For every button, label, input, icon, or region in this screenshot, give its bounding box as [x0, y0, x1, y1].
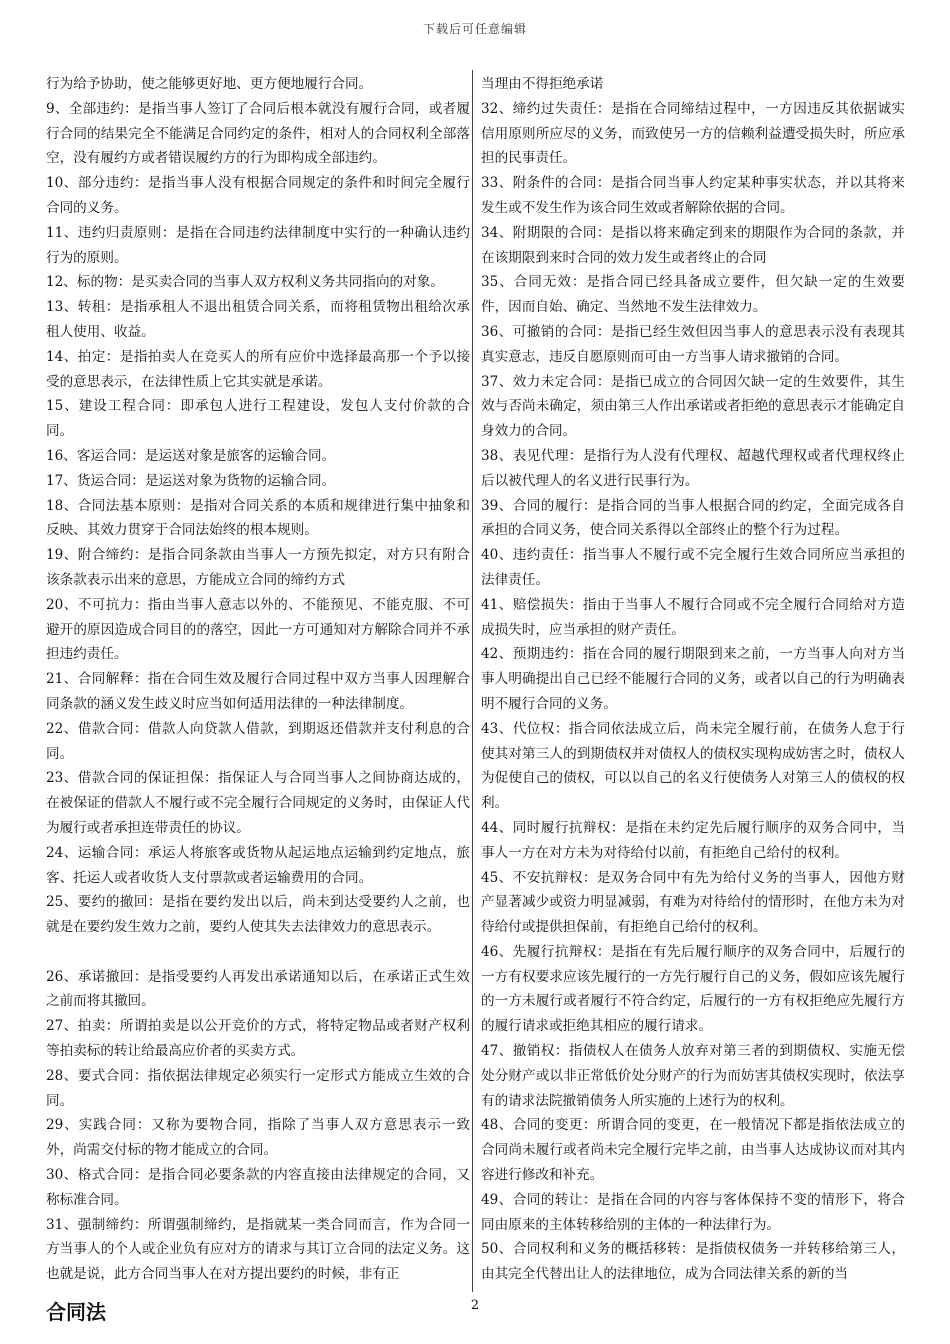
definition-paragraph: 13、转租：是指承租人不退出租赁合同关系，而将租赁物出租给次承租人使用、收益。 — [46, 299, 470, 340]
definition-paragraph: 21、合同解释：指在合同生效及履行合同过程中双方当事人因理解合同条款的涵义发生歧义时应当如何适用法律的一种法律制度。 — [46, 671, 470, 712]
definition-paragraph: 34、附期限的合同：是指以将来确定到来的期限作为合同的条款，并在该期限到来时合同的效力发生或者终止的合同 — [481, 224, 905, 266]
right-column — [481, 72, 905, 1287]
definition-paragraph: 37、效力未定合同：是指已成立的合同因欠缺一定的生效要件，其生效与否尚未确定，须由第三人作出承诺或者拒绝的意思表示才能确定自身效力的合同。 — [481, 373, 905, 440]
definition-paragraph: 38、表见代理：是指行为人没有代理权、超越代理权或者代理权终止后以被代理人的名义进行民事行为。 — [481, 447, 905, 489]
definition-paragraph: 28、要式合同：指依据法律规定必须实行一定形式方能成立生效的合同。 — [46, 1067, 470, 1109]
definition-paragraph: 11、违约归责原则：是指在合同违约法律制度中实行的一种确认违约行为的原则。 — [46, 224, 470, 266]
page-header: 下载后可任意编辑 — [422, 22, 527, 36]
definition-paragraph: 16、客运合同：是运送对象是旅客的运输合同。 — [46, 447, 336, 464]
definition-paragraph: 33、附条件的合同：是指合同当事人约定某种事实状态，并以其将来发生或不发生作为该合同生效或者解除依据的合同。 — [481, 175, 905, 216]
definition-paragraph: 47、撤销权：指债权人在债务人放弃对第三者的到期债权、实施无偿处分财产或以非正常低价处分财产的行为而妨害其债权实现时，依法享有的请求法院撤销债务人所实施的上述行为的权利。 — [481, 1043, 905, 1109]
definition-paragraph: 39、合同的履行：是指合同的当事人根据合同的约定，全面完成各自承担的合同义务，使合同关系得以全部终止的整个行为过程。 — [481, 497, 905, 539]
definition-paragraph: 49、合同的转让：是指在合同的内容与客体保持不变的情形下，将合同由原来的主体转移给别的主体的一种法律行为。 — [481, 1191, 905, 1233]
definition-paragraph: 31、强制缔约：所谓强制缔约，是指就某一类合同而言，作为合同一方当事人的个人或企业负有应对方的请求与其订立合同的法定义务。这也就是说，此方合同当事人在对方提出要约的时候，非有正 — [46, 1216, 470, 1283]
definition-paragraph: 18、合同法基本原则：是指对合同关系的本质和规律进行集中抽象和反映、其效力贯穿于合同法始终的根本规则。 — [46, 497, 470, 539]
definition-paragraph: 32、缔约过失责任：是指在合同缔结过程中，一方因违反其依据诚实信用原则所应尽的义务，而致使另一方的信赖利益遭受损失时，所应承担的民事责任。 — [481, 100, 905, 167]
definition-paragraph: 48、合同的变更：所谓合同的变更，在一般情况下都是指依法成立的合同尚未履行或者尚未完全履行完毕之前，由当事人达成协议而对其内容进行修改和补充。 — [481, 1117, 905, 1184]
definition-paragraph: 22、借款合同：借款人向贷款人借款，到期返还借款并支付利息的合同。 — [46, 720, 470, 762]
definition-paragraph: 15、建设工程合同：即承包人进行工程建设，发包人支付价款的合同。 — [46, 398, 470, 440]
definition-paragraph: 当理由不得拒绝承诺 — [481, 76, 604, 92]
definition-paragraph: 35、合同无效：是指合同已经具备成立要件，但欠缺一定的生效要件，因而自始、确定、当然地不发生法律效力。 — [481, 274, 905, 316]
definition-paragraph: 41、赔偿损失：指由于当事人不履行合同或不完全履行合同给对方造成损失时，应当承担的财产责任。 — [481, 596, 905, 638]
definition-paragraph: 12、标的物：是买卖合同的当事人双方权利义务共同指向的对象。 — [46, 274, 444, 291]
definition-paragraph: 43、代位权：指合同依法成立后，尚未完全履行前，在债务人怠于行使其对第三人的到期债权并对债权人的债权实现构成妨害之时，债权人为促使自己的债权，可以以自己的名义行使债务人对第三人的债权的权利。 — [481, 720, 905, 812]
definition-paragraph: 30、格式合同：是指合同必要条款的内容直接由法律规定的合同，又称标准合同。 — [46, 1167, 470, 1208]
definition-paragraph: 42、预期违约：指在合同的履行期限到来之前，一方当事人向对方当事人明确提出自己已经不能履行合同的义务，或者以自己的行为明确表明不履行合同的义务。 — [481, 646, 905, 712]
definition-paragraph: 20、不可抗力：指由当事人意志以外的、不能预见、不能克服、不可避开的原因造成合同目的的落空，因此一方可通知对方解除合同并不承担违约责任。 — [46, 596, 470, 663]
definition-paragraph: 25、要约的撤回：是指在要约发出以后，尚未到达受要约人之前，也就是在要约发生效力之前，要约人使其失去法律效力的意思表示。 — [46, 894, 470, 936]
definition-paragraph: 9、全部违约：是指当事人签订了合同后根本就没有履行合同，或者履行合同的结果完全不能满足合同约定的条件，相对人的合同权利全部落空，没有履约方或者错误履约方的行为即构成全部违约。 — [46, 100, 470, 167]
left-column — [46, 72, 470, 1287]
definition-paragraph: 27、拍卖：所谓拍卖是以公开竞价的方式，将特定物品或者财产权利等拍卖标的转让给最高应价者的买卖方式。 — [46, 1018, 470, 1060]
page-number: 2 — [470, 1298, 480, 1313]
definition-paragraph: 50、合同权利和义务的概括移转：是指债权债务一并转移给第三人，由其完全代替出让人的法律地位，成为合同法律关系的新的当 — [481, 1241, 905, 1283]
definition-paragraph: 29、实践合同：又称为要物合同，指除了当事人双方意思表示一致外，尚需交付标的物才能成立的合同。 — [46, 1117, 470, 1159]
paragraph-gap — [46, 940, 470, 965]
definition-paragraph: 40、违约责任：指当事人不履行或不完全履行生效合同所应当承担的法律责任。 — [481, 547, 905, 588]
definition-paragraph: 23、借款合同的保证担保：指保证人与合同当事人之间协商达成的，在被保证的借款人不履行或不完全履行合同规定的义务时，由保证人代为履行或者承担连带责任的协议。 — [46, 770, 470, 836]
definition-paragraph: 24、运输合同：承运人将旅客或货物从起运地点运输到约定地点，旅客、托运人或者收货人支付票款或者运输费用的合同。 — [46, 844, 470, 886]
definition-paragraph: 19、附合缔约：是指合同条款由当事人一方预先拟定，对方只有附合该条款表示出来的意思，方能成立合同的缔约方式 — [46, 547, 470, 588]
definition-paragraph: 14、拍定：是指拍卖人在竞买人的所有应价中选择最高那一个予以接受的意思表示，在法律性质上它其实就是承诺。 — [46, 348, 470, 390]
definition-paragraph: 10、部分违约：是指当事人没有根据合同规定的条件和时间完全履行合同的义务。 — [46, 175, 470, 216]
document-title: 合同法 — [46, 1300, 106, 1324]
definition-paragraph: 17、货运合同：是运送对象为货物的运输合同。 — [46, 472, 336, 489]
column-divider — [472, 70, 473, 1292]
definition-paragraph: 46、先履行抗辩权：是指在有先后履行顺序的双务合同中，后履行的一方有权要求应该先履行的一方先行履行自己的义务，假如应该先履行的一方未履行或者履行不符合约定，后履行的一方有权拒绝应先履行方的履行请求或拒绝其相应的履行请求。 — [481, 943, 905, 1035]
definition-paragraph: 45、不安抗辩权：是双务合同中有先为给付义务的当事人，因他方财产显著减少或资力明显减弱，有难为对待给付的情形时，在他方未为对待给付或提供担保前，有拒绝自己给付的权利。 — [481, 869, 905, 936]
definition-paragraph: 行为给予协助，使之能够更好地、更方便地履行合同。 — [46, 76, 373, 92]
definition-paragraph: 36、可撤销的合同：是指已经生效但因当事人的意思表示没有表现其真实意志，违反自愿原则而可由一方当事人请求撤销的合同。 — [481, 323, 905, 365]
definition-paragraph: 26、承诺撤回：是指受要约人再发出承诺通知以后，在承诺正式生效之前而将其撤回。 — [46, 968, 470, 1010]
definition-paragraph: 44、同时履行抗辩权：是指在未约定先后履行顺序的双务合同中，当事人一方在对方未为对待给付以前，有拒绝自己给付的权利。 — [481, 819, 905, 861]
